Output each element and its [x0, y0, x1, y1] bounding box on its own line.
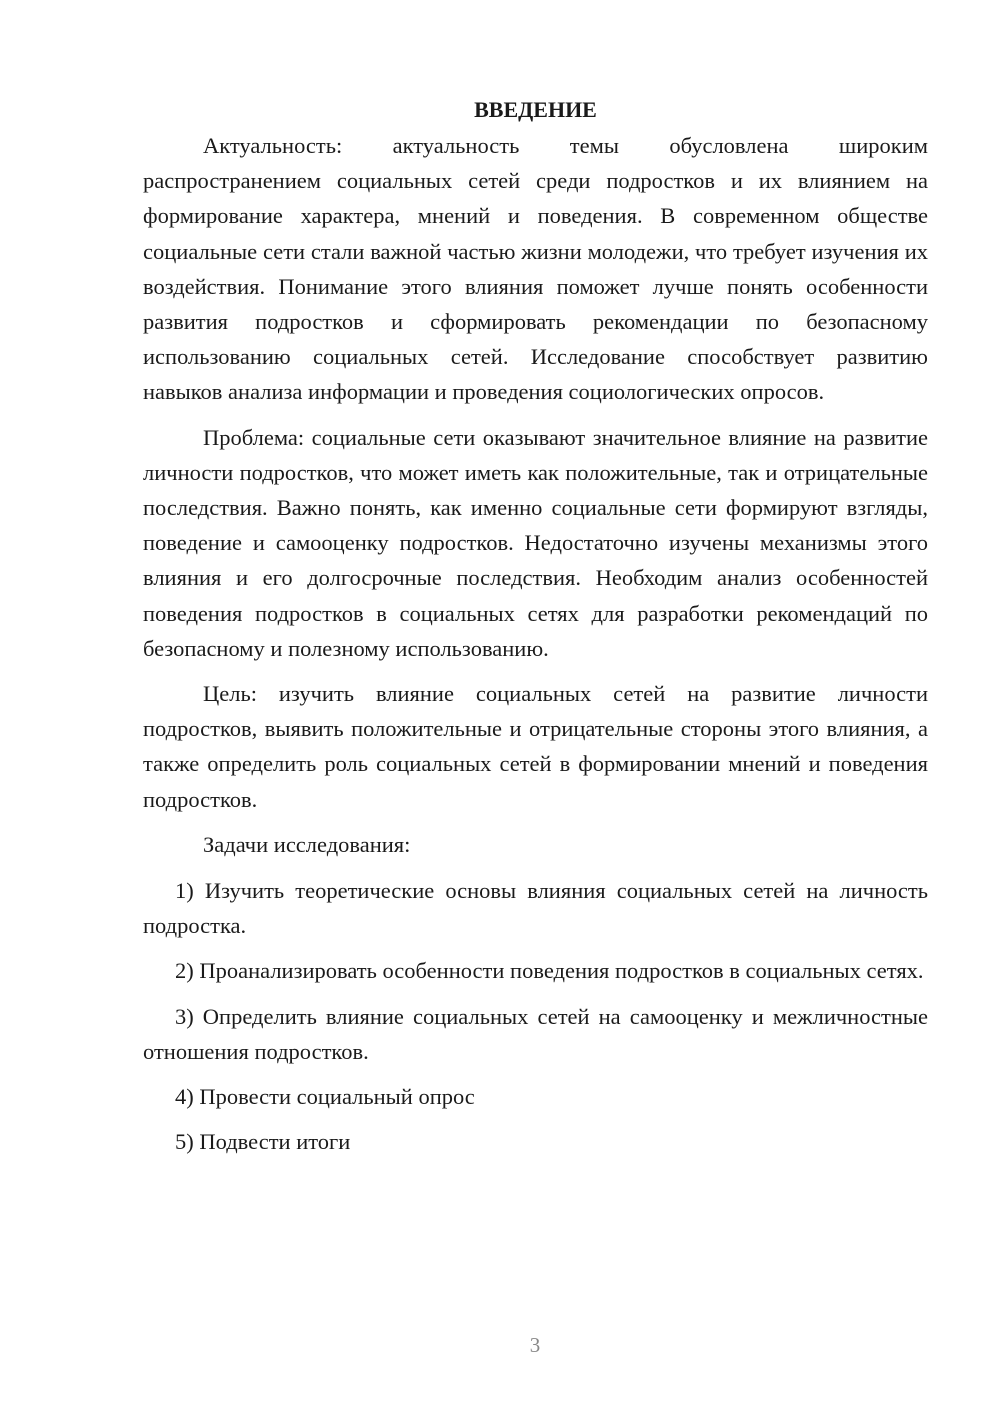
task-item-1: 1) Изучить теоретические основы влияния социальных сетей на личность подростка. [143, 878, 928, 939]
task-item-5: 5) Подвести итоги [175, 1129, 351, 1155]
task-item-4: 4) Провести социальный опрос [175, 1084, 475, 1110]
task-item-3: 3) Определить влияние социальных сетей на самооценку и межличностные отношения подростков. [143, 1003, 928, 1064]
page-title: ВВЕДЕНИЕ [474, 97, 597, 122]
document-page [143, 94, 928, 1169]
tasks-heading: Задачи исследования: [203, 831, 411, 857]
relevance-paragraph: Актуальность: актуальность темы обусловлена широким распространением социальных сетей среди подростков и их влиянием на формирование характера, мнений и поведения. В современном обществе социальные сети стали важной частью жизни молодежи, что требует изучения их воздействия. Понимание этого влияния поможет лучше понять особенности развития подростков и сформировать рекомендации по безопасному использованию социальных сетей. Исследование способствует развитию навыков анализа информации и проведения социологических опросов. [143, 133, 928, 405]
page-number: 3 [529, 1333, 541, 1357]
problem-paragraph: Проблема: социальные сети оказывают значительное влияние на развитие личности подростков, что может иметь как положительные, так и отрицательные последствия. Важно понять, как именно социальные сети формируют взгляды, поведение и самооценку подростков. Недостаточно изучены механизмы этого влияния и его долгосрочные последствия. Необходим анализ особенностей поведения подростков в социальных сетях для разработки рекомендаций по безопасному и полезному использованию. [143, 424, 928, 661]
goal-paragraph: Цель: изучить влияние социальных сетей на развитие личности подростков, выявить положительные и отрицательные стороны этого влияния, а также определить роль социальных сетей в формировании мнений и поведения подростков. [143, 681, 928, 812]
task-item-2: 2) Проанализировать особенности поведения подростков в социальных сетях. [175, 958, 924, 984]
